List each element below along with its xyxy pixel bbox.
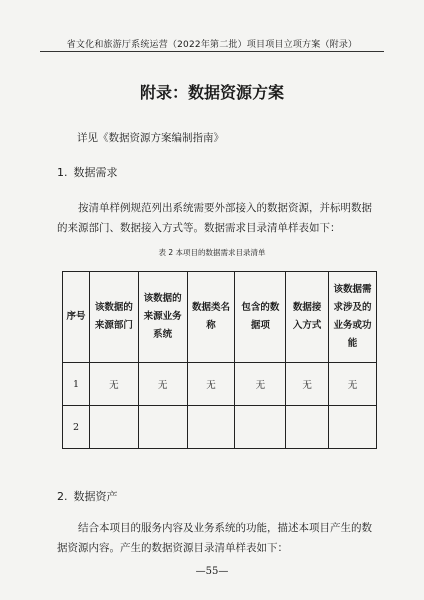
table-cell: 无 bbox=[187, 363, 235, 406]
table-caption: 表 2 本项目的数据需求目录清单 bbox=[158, 248, 266, 257]
header-rule bbox=[40, 51, 384, 52]
section-number: 2. bbox=[57, 490, 68, 503]
section-paragraph: 结合本项目的服务内容及业务系统的功能，描述本项目产生的数据资源内容。产生的数据资源目录清单样表如下： bbox=[57, 522, 372, 554]
table-cell bbox=[235, 406, 286, 449]
table-cell bbox=[89, 406, 138, 449]
section-title: 数据需求 bbox=[73, 166, 118, 179]
section-heading-data-assets bbox=[57, 488, 118, 504]
data-requirements-table bbox=[62, 271, 377, 449]
table-cell: 无 bbox=[89, 363, 138, 406]
running-header: 省文化和旅游厅系统运营（2022年第二批）项目项目立项方案（附录） bbox=[66, 40, 358, 50]
page-number: —55— bbox=[195, 566, 229, 577]
table-cell: 2 bbox=[63, 406, 90, 449]
table-cell: 无 bbox=[286, 363, 329, 406]
header-cell: 序号 bbox=[63, 272, 90, 363]
page-title: 附录：数据资源方案 bbox=[139, 83, 284, 102]
table-cell: 无 bbox=[329, 363, 377, 406]
header-cell: 该数据的来源部门 bbox=[89, 272, 138, 363]
table-cell: 无 bbox=[235, 363, 286, 406]
table-cell: 无 bbox=[138, 363, 187, 406]
table-cell bbox=[138, 406, 187, 449]
see-also-reference: 详见《数据资源方案编制指南》 bbox=[77, 132, 224, 144]
table-cell bbox=[329, 406, 377, 449]
header-cell: 数据接入方式 bbox=[286, 272, 329, 363]
table-cell: 1 bbox=[63, 363, 90, 406]
header-cell: 包含的数据项 bbox=[235, 272, 286, 363]
table-header-row bbox=[63, 272, 377, 363]
section-title: 数据资产 bbox=[73, 490, 118, 503]
header-cell: 该数据的来源业务系统 bbox=[138, 272, 187, 363]
table-cell bbox=[286, 406, 329, 449]
header-cell: 该数据需求涉及的业务或功能 bbox=[329, 272, 377, 363]
table-row bbox=[63, 363, 377, 406]
section-heading-data-requirements bbox=[57, 164, 118, 180]
header-cell: 数据类名称 bbox=[187, 272, 235, 363]
section-number: 1. bbox=[57, 166, 68, 179]
section-paragraph: 按清单样例规范列出系统需要外部接入的数据资源，并标明数据的来源部门、数据接入方式等。数据需求目录清单样表如下： bbox=[57, 202, 372, 234]
table-cell bbox=[187, 406, 235, 449]
table-row bbox=[63, 406, 377, 449]
